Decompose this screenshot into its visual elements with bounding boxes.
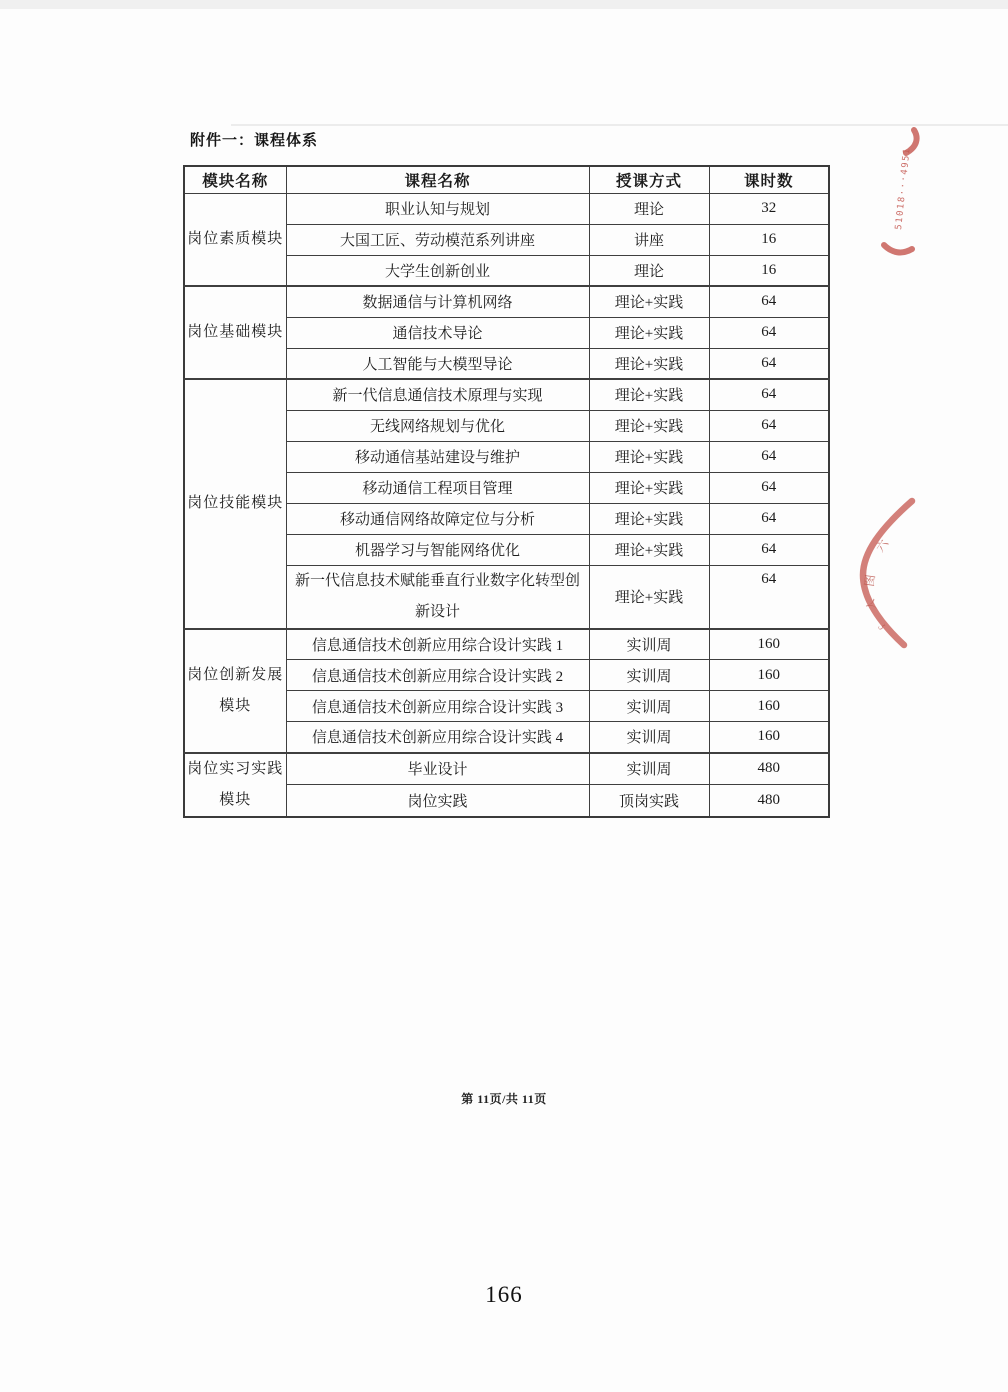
hours-cell: 64: [709, 348, 829, 379]
course-cell: 信息通信技术创新应用综合设计实践 3: [286, 691, 589, 722]
table-row: [184, 286, 829, 317]
module-name-cell: 岗位素质模块: [184, 193, 286, 286]
method-cell: 实训周: [589, 691, 709, 722]
method-cell: 理论: [589, 255, 709, 286]
red-stamp-fragment-icon: [876, 127, 924, 259]
table-header-row: [184, 166, 829, 193]
course-cell: 职业认知与规划: [286, 193, 589, 224]
hours-cell: 32: [709, 193, 829, 224]
course-cell: 大国工匠、劳动模范系列讲座: [286, 224, 589, 255]
course-cell: 信息通信技术创新应用综合设计实践 2: [286, 660, 589, 691]
course-cell: 数据通信与计算机网络: [286, 286, 589, 317]
table-row: [184, 753, 829, 785]
course-cell: 移动通信工程项目管理: [286, 472, 589, 503]
method-cell: 理论+实践: [589, 503, 709, 534]
course-cell: 新一代信息通信技术原理与实现: [286, 379, 589, 410]
course-cell: 信息通信技术创新应用综合设计实践 4: [286, 722, 589, 753]
method-cell: 理论+实践: [589, 348, 709, 379]
hours-cell: 160: [709, 691, 829, 722]
method-cell: 顶岗实践: [589, 785, 709, 817]
method-cell: 实训周: [589, 629, 709, 660]
course-cell: 通信技术导论: [286, 317, 589, 348]
method-cell: 理论+实践: [589, 565, 709, 629]
document-page-number: 166: [485, 1282, 523, 1307]
hours-cell: 64: [709, 565, 829, 629]
method-cell: 实训周: [589, 753, 709, 785]
hours-cell: 64: [709, 286, 829, 317]
svg-text:人: 人: [864, 597, 879, 612]
method-cell: 实训周: [589, 660, 709, 691]
red-stamp-arc-icon: [848, 497, 926, 649]
svg-text:ʕ: ʕ: [876, 621, 889, 631]
table-row: [184, 379, 829, 410]
table-row: [184, 629, 829, 660]
svg-text:六: 六: [872, 536, 892, 555]
method-cell: 理论+实践: [589, 379, 709, 410]
course-cell: 岗位实践: [286, 785, 589, 817]
svg-text:51018···4951: 51018···4951: [894, 146, 913, 231]
hours-cell: 160: [709, 629, 829, 660]
module-name-cell: 岗位实习实践模块: [184, 753, 286, 817]
hours-cell: 64: [709, 472, 829, 503]
course-cell: 新一代信息技术赋能垂直行业数字化转型创新设计: [286, 565, 589, 629]
hours-cell: 480: [709, 785, 829, 817]
attachment-title: 附件一：课程体系: [190, 133, 319, 149]
hours-cell: 64: [709, 441, 829, 472]
hours-cell: 64: [709, 534, 829, 565]
hours-cell: 160: [709, 722, 829, 753]
course-cell: 无线网络规划与优化: [286, 410, 589, 441]
hours-cell: 16: [709, 224, 829, 255]
course-cell: 移动通信基站建设与维护: [286, 441, 589, 472]
module-name-cell: 岗位技能模块: [184, 379, 286, 629]
method-cell: 理论+实践: [589, 317, 709, 348]
hours-cell: 64: [709, 317, 829, 348]
footer-page-indicator: 第 11页/共 11页: [461, 1092, 547, 1106]
module-name-cell: 岗位创新发展模块: [184, 629, 286, 753]
scan-artifact-faint-line: [231, 124, 1008, 126]
header-teaching-method: 授课方式: [589, 166, 709, 193]
course-cell: 信息通信技术创新应用综合设计实践 1: [286, 629, 589, 660]
method-cell: 理论+实践: [589, 410, 709, 441]
course-cell: 机器学习与智能网络优化: [286, 534, 589, 565]
method-cell: 讲座: [589, 224, 709, 255]
scan-artifact-top-band: [0, 0, 1008, 9]
course-cell: 毕业设计: [286, 753, 589, 785]
method-cell: 理论+实践: [589, 441, 709, 472]
hours-cell: 16: [709, 255, 829, 286]
course-table: [183, 165, 830, 818]
hours-cell: 64: [709, 379, 829, 410]
module-name-cell: 岗位基础模块: [184, 286, 286, 379]
hours-cell: 64: [709, 410, 829, 441]
course-cell: 移动通信网络故障定位与分析: [286, 503, 589, 534]
table-row: [184, 193, 829, 224]
header-course-name: 课程名称: [286, 166, 589, 193]
svg-text:图: 图: [862, 573, 878, 588]
method-cell: 理论+实践: [589, 472, 709, 503]
hours-cell: 160: [709, 660, 829, 691]
method-cell: 理论+实践: [589, 534, 709, 565]
method-cell: 理论: [589, 193, 709, 224]
hours-cell: 480: [709, 753, 829, 785]
course-cell: 人工智能与大模型导论: [286, 348, 589, 379]
hours-cell: 64: [709, 503, 829, 534]
method-cell: 理论+实践: [589, 286, 709, 317]
header-module-name: 模块名称: [184, 166, 286, 193]
course-cell: 大学生创新创业: [286, 255, 589, 286]
method-cell: 实训周: [589, 722, 709, 753]
header-class-hours: 课时数: [709, 166, 829, 193]
